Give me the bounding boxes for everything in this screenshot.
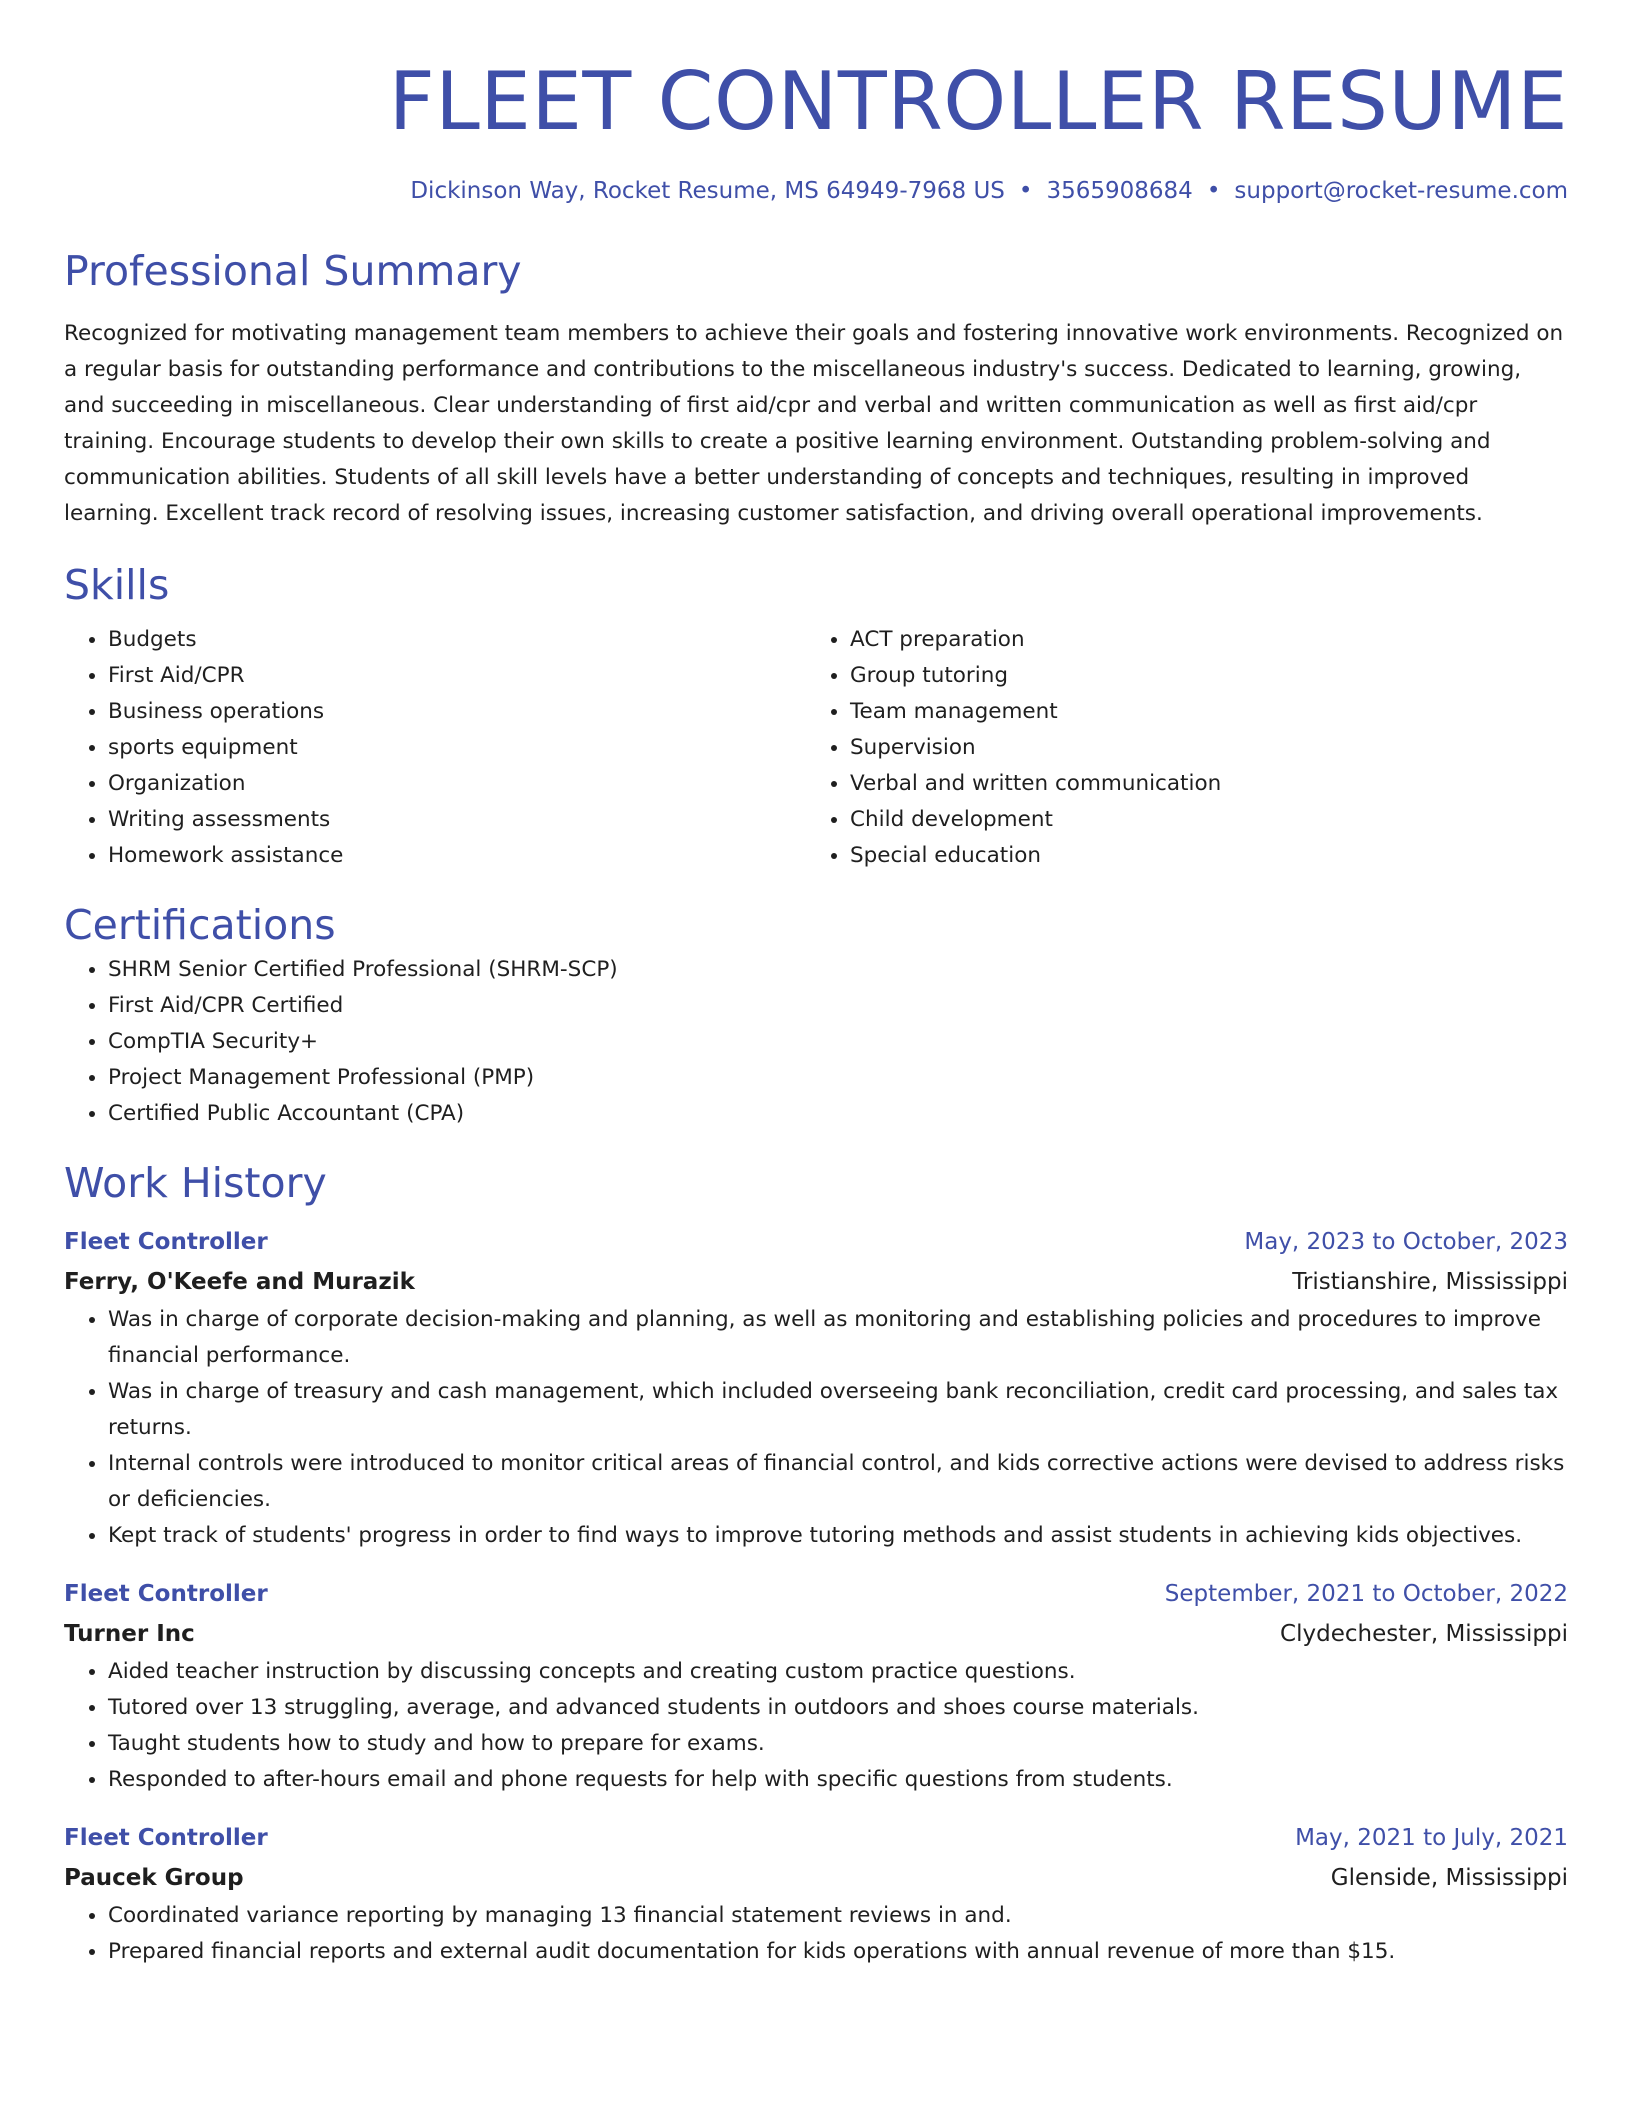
job-company-row xyxy=(64,1614,1568,1654)
job-role: Fleet Controller xyxy=(64,1229,268,1255)
job-dates: May, 2021 to July, 2021 xyxy=(1295,1825,1568,1851)
certification-item: • CompTIA Security+ xyxy=(108,1024,1568,1060)
certification-item: • Project Management Professional (PMP) xyxy=(108,1060,1568,1096)
certification-item: • SHRM Senior Certified Professional (SHRM-SCP) xyxy=(108,952,1568,988)
resume-header xyxy=(64,0,1568,206)
summary-text: Recognized for motivating management team members to achieve their goals and fostering innovative work environments. Recognized on a regular basis for outstanding performance and contributions to the miscellaneous industry's success. Dedicated to learning, growing, and succeeding in miscellaneous. Clear understanding of first aid/cpr and verbal and written communication as well as first aid/cpr training. Encourage students to develop their own skills to create a positive learning environment. Outstanding problem-solving and communication abilities. Students of all skill levels have a better understanding of concepts and techniques, resulting in improved learning. Excellent track record of resolving issues, increasing customer satisfaction, and driving overall operational improvements. xyxy=(64,321,1564,526)
certifications-heading: Certifications xyxy=(64,901,336,949)
certifications-section xyxy=(64,898,1568,1132)
skill-item: • Group tutoring xyxy=(850,658,1548,694)
skill-item: • Organization xyxy=(108,766,806,802)
job-bullets xyxy=(64,1898,1568,1970)
skills-column-right xyxy=(806,622,1548,874)
job-bullet: • Was in charge of corporate decision-making and planning, as well as monitoring and establishing policies and procedures to improve financial performance. xyxy=(108,1302,1568,1374)
job-header-row xyxy=(64,1222,1568,1262)
skill-item: • Supervision xyxy=(850,730,1548,766)
contact-line xyxy=(64,176,1568,206)
skills-section xyxy=(64,558,1568,874)
job-entry xyxy=(64,1574,1568,1798)
certification-item: • First Aid/CPR Certified xyxy=(108,988,1568,1024)
job-bullet: • Prepared financial reports and external audit documentation for kids operations with annual revenue of more than $15. xyxy=(108,1934,1568,1970)
job-dates: September, 2021 to October, 2022 xyxy=(1164,1581,1568,1607)
job-dates: May, 2023 to October, 2023 xyxy=(1244,1229,1568,1255)
job-role: Fleet Controller xyxy=(64,1581,268,1607)
certification-item: • Certified Public Accountant (CPA) xyxy=(108,1096,1568,1132)
job-bullets xyxy=(64,1654,1568,1798)
contact-email: support@rocket-resume.com xyxy=(1234,178,1568,204)
job-company: Turner Inc xyxy=(64,1621,195,1647)
job-header-row xyxy=(64,1574,1568,1614)
contact-separator: • xyxy=(1018,178,1033,204)
job-company-row xyxy=(64,1858,1568,1898)
job-bullet: • Aided teacher instruction by discussing concepts and creating custom practice questions. xyxy=(108,1654,1568,1690)
job-location: Glenside, Mississippi xyxy=(1330,1865,1568,1891)
job-entry xyxy=(64,1818,1568,1970)
certifications-list xyxy=(64,952,1568,1132)
job-bullet: • Taught students how to study and how to prepare for exams. xyxy=(108,1726,1568,1762)
skill-item: • Child development xyxy=(850,802,1548,838)
job-bullet: • Coordinated variance reporting by managing 13 financial statement reviews in and. xyxy=(108,1898,1568,1934)
job-company: Ferry, O'Keefe and Murazik xyxy=(64,1269,415,1295)
job-company-row xyxy=(64,1262,1568,1302)
skills-heading: Skills xyxy=(64,561,170,609)
work-history-heading: Work History xyxy=(64,1159,327,1207)
summary-section xyxy=(64,244,1568,532)
job-bullet: • Was in charge of treasury and cash management, which included overseeing bank reconciliation, credit card processing, and sales tax returns. xyxy=(108,1374,1568,1446)
job-bullet: • Kept track of students' progress in order to find ways to improve tutoring methods and assist students in achieving kids objectives. xyxy=(108,1518,1568,1554)
contact-separator: • xyxy=(1206,178,1221,204)
job-bullet: • Tutored over 13 struggling, average, and advanced students in outdoors and shoes course materials. xyxy=(108,1690,1568,1726)
job-location: Clydechester, Mississippi xyxy=(1280,1621,1568,1647)
job-role: Fleet Controller xyxy=(64,1825,268,1851)
contact-phone: 3565908684 xyxy=(1046,178,1193,204)
skill-item: • First Aid/CPR xyxy=(108,658,806,694)
job-company: Paucek Group xyxy=(64,1865,244,1891)
skill-item: • Verbal and written communication xyxy=(850,766,1548,802)
skill-item: • ACT preparation xyxy=(850,622,1548,658)
skill-item: • Budgets xyxy=(108,622,806,658)
contact-address: Dickinson Way, Rocket Resume, MS 64949-7968 US xyxy=(410,178,1005,204)
work-history-section xyxy=(64,1156,1568,1970)
skill-item: • Team management xyxy=(850,694,1548,730)
job-bullet: • Responded to after-hours email and phone requests for help with specific questions from students. xyxy=(108,1762,1568,1798)
job-header-row xyxy=(64,1818,1568,1858)
summary-heading: Professional Summary xyxy=(64,247,522,295)
resume-title: FLEET CONTROLLER RESUME xyxy=(388,55,1568,148)
job-bullets xyxy=(64,1302,1568,1554)
job-bullet: • Internal controls were introduced to monitor critical areas of financial control, and kids corrective actions were devised to address risks or deficiencies. xyxy=(108,1446,1568,1518)
skill-item: • sports equipment xyxy=(108,730,806,766)
job-entry xyxy=(64,1222,1568,1554)
skill-item: • Business operations xyxy=(108,694,806,730)
skills-grid xyxy=(64,622,1568,874)
job-location: Tristianshire, Mississippi xyxy=(1292,1269,1568,1295)
skills-column-left xyxy=(64,622,806,874)
skill-item: • Homework assistance xyxy=(108,838,806,874)
skill-item: • Writing assessments xyxy=(108,802,806,838)
skill-item: • Special education xyxy=(850,838,1548,874)
